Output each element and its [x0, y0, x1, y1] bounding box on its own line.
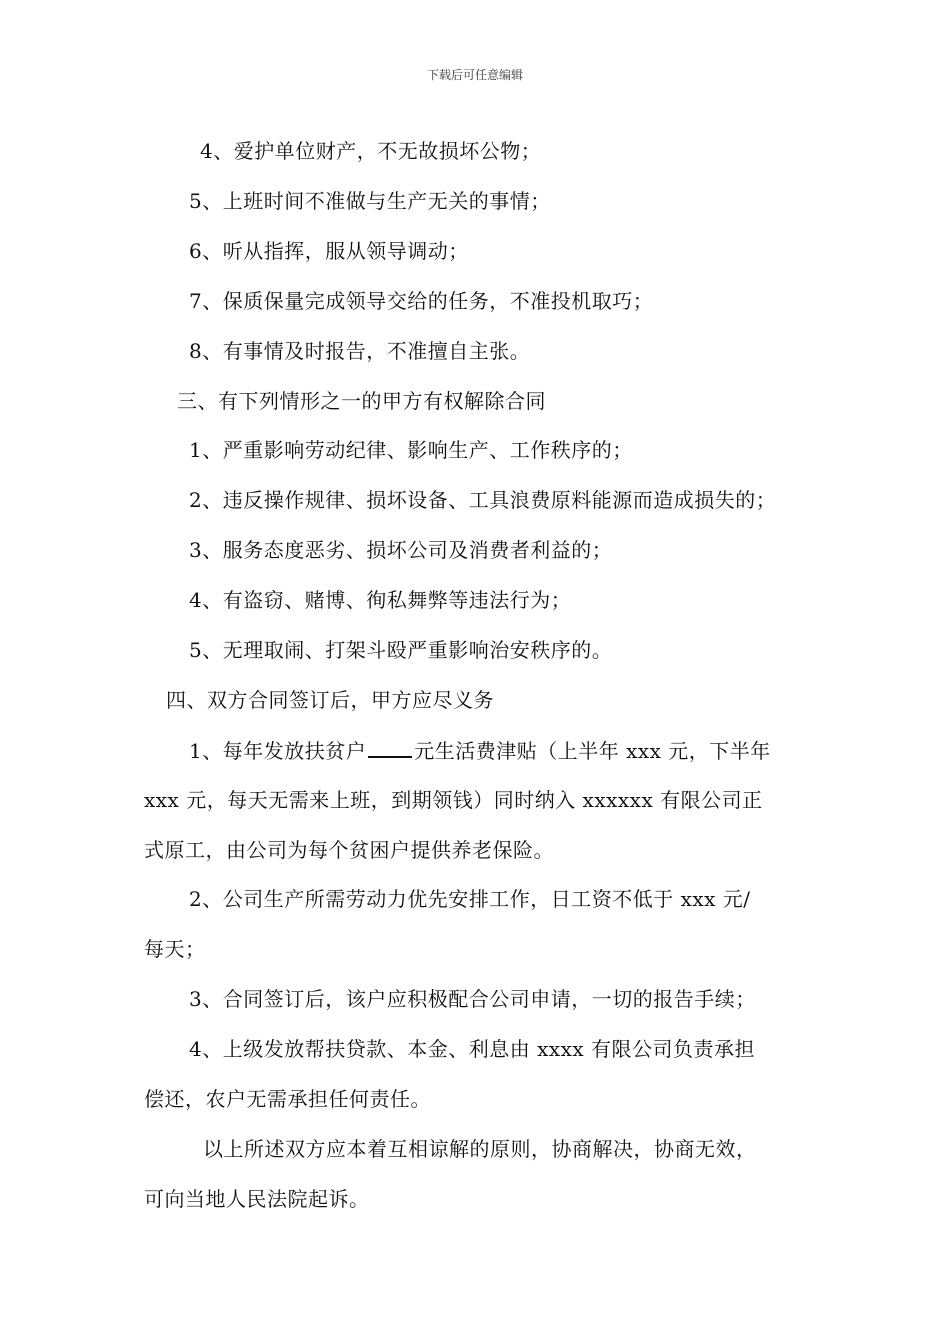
list-item: 1、严重影响劳动纪律、影响生产、工作秩序的；	[189, 438, 633, 462]
text-segment: 1、每年发放扶贫户	[189, 739, 367, 763]
paragraph-line: 4、上级发放帮扶贷款、本金、利息由 xxxx 有限公司负责承担	[189, 1037, 756, 1061]
paragraph-line: 3、合同签订后，该户应积极配合公司申请，一切的报告手续；	[189, 987, 756, 1011]
fill-in-blank	[368, 738, 412, 758]
paragraph-line: 每天；	[144, 937, 206, 961]
section-title: 三、有下列情形之一的甲方有权解除合同	[177, 389, 546, 413]
list-item: 6、听从指挥，服从领导调动；	[189, 239, 469, 263]
text-segment: 元生活费津贴（上半年 xxx 元，下半年	[414, 739, 771, 763]
closing-paragraph: 可向当地人民法院起诉。	[144, 1187, 370, 1211]
page-header: 下载后可任意编辑	[426, 68, 523, 82]
list-item: 5、无理取闹、打架斗殴严重影响治安秩序的。	[189, 638, 613, 662]
list-item: 4、爱护单位财产，不无故损坏公物；	[200, 139, 542, 163]
paragraph-line: 偿还，农户无需承担任何责任。	[144, 1087, 431, 1111]
paragraph-line: 式原工，由公司为每个贫困户提供养老保险。	[144, 838, 554, 862]
list-item: 7、保质保量完成领导交给的任务，不准投机取巧；	[189, 289, 654, 313]
list-item: 5、上班时间不准做与生产无关的事情；	[189, 189, 551, 213]
section-title: 四、双方合同签订后，甲方应尽义务	[166, 688, 494, 712]
list-item: 8、有事情及时报告，不准擅自主张。	[189, 339, 531, 363]
list-item: 2、违反操作规律、损坏设备、工具浪费原料能源而造成损失的；	[189, 488, 777, 512]
list-item: 3、服务态度恶劣、损坏公司及消费者利益的；	[189, 538, 613, 562]
list-item: 4、有盗窃、赌博、徇私舞弊等违法行为；	[189, 588, 572, 612]
paragraph-line: 2、公司生产所需劳动力优先安排工作，日工资不低于 xxx 元/	[189, 887, 751, 911]
closing-paragraph: 以上所述双方应本着互相谅解的原则，协商解决，协商无效，	[203, 1137, 757, 1161]
paragraph-line: xxx 元，每天无需来上班，到期领钱）同时纳入 xxxxxx 有限公司正	[144, 788, 763, 812]
paragraph-line	[189, 738, 771, 763]
